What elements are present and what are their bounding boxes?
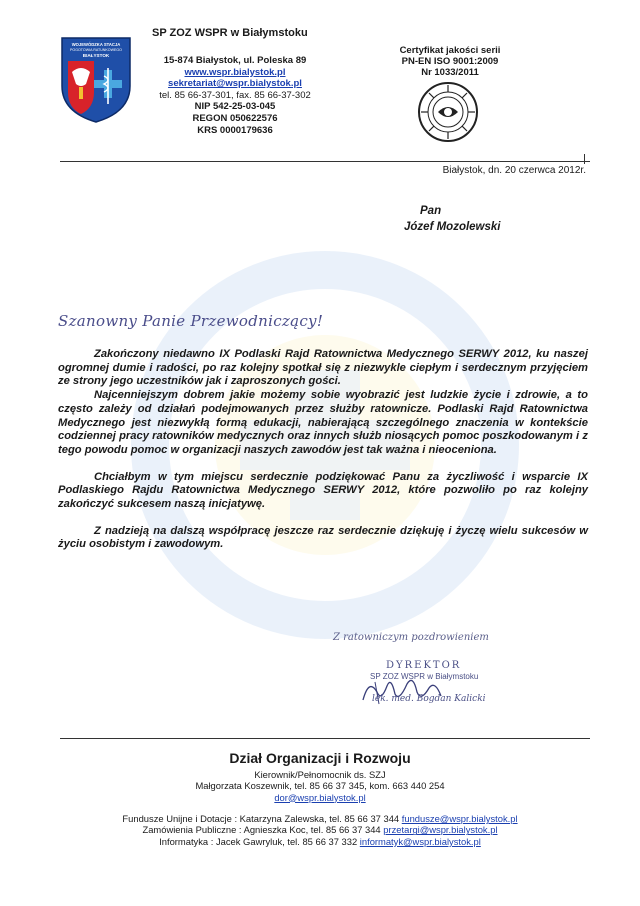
footer-email-link[interactable]: fundusze@wspr.bialystok.pl	[401, 813, 518, 824]
stamp-org: SP ZOZ WSPR w Białymstoku	[370, 672, 479, 681]
org-address: 15-874 Białystok, ul. Poleska 89	[163, 55, 307, 66]
footer-contact-line	[0, 813, 640, 824]
footer-contact-text: Zamówienia Publiczne : Agnieszka Koc, tel. 85 66 37 344	[142, 824, 381, 836]
footer-divider	[60, 738, 590, 739]
footer-contact-text: Fundusze Unijne i Dotacje : Katarzyna Zalewska, tel. 85 66 37 344	[122, 813, 400, 824]
letter-paragraph-2: Najcenniejszym dobrem jakie możemy sobie wyobrazić jest ludzkie życie i zdrowie, a to często zależy od działań podejmowanych przez służby ratownicze. Podlaski Rajd Ratownictwa Medycznego jest niezwykłą formą edukacji, nabierającą szczególnego znaczenia w kontekście codziennej pracy ratowników medycznych oraz innych służb niosących pomoc poszkodowanym i z tego powodu pomoc w organizacji naszych zawodów jest tak ważna i nieoceniona.	[58, 389, 588, 456]
organization-logo	[58, 34, 134, 124]
recipient-title: Pan	[420, 205, 442, 217]
header-divider-tick	[584, 154, 585, 164]
letter-paragraph-3: Chciałbym w tym miejscu serdecznie podziękować Panu za życzliwość i wsparcie IX Podlaskiego Rajdu Ratownictwa Medycznego SERWY 2012, które pozwoliło po raz kolejny zakończyć sukcesem naszą inicjatywę.	[58, 470, 588, 511]
certificate-block	[385, 45, 515, 78]
cert-line-2: PN-EN ISO 9001:2009	[401, 56, 499, 67]
department-contact	[0, 769, 640, 803]
logo-text-1: WOJEWÓDZKA STACJA	[71, 42, 121, 47]
letter-paragraph-1: Zakończony niedawno IX Podlaski Rajd Ratownictwa Medycznego SERWY 2012, ku naszej ogromnej dumie i radości, po raz kolejny spotkał się z niezwykle ciepłym i serdecznym przyjęciem ze strony jego uczestników jak i zaproszonych gości.	[58, 348, 588, 388]
salutation: Szanowny Panie Przewodniczący!	[58, 312, 324, 330]
department-email-link[interactable]: dor@wspr.bialystok.pl	[274, 791, 366, 803]
org-regon: REGON 050622576	[192, 112, 278, 124]
department-title: Dział Organizacji i Rozwoju	[229, 750, 411, 766]
stamp-title: DYREKTOR	[386, 660, 462, 671]
footer-contacts	[0, 813, 640, 847]
certification-seal-icon	[416, 80, 480, 144]
department-contact-person: Małgorzata Koszewnik, tel. 85 66 37 345, kom. 663 440 254	[195, 780, 445, 792]
org-title: SP ZOZ WSPR w Białymstoku	[152, 27, 308, 39]
logo-text-2: POGOTOWIA RATUNKOWEGO	[70, 48, 122, 52]
cert-line-1: Certyfikat jakości serii	[399, 45, 501, 56]
letter-paragraph-4: Z nadzieją na dalszą współpracę jeszcze raz serdecznie dziękuję i życzę wielu sukcesów w życiu osobistym i zawodowym.	[58, 524, 588, 551]
recipient-name: Józef Mozolewski	[404, 221, 501, 233]
footer-email-link[interactable]: przetargi@wspr.bialystok.pl	[383, 824, 498, 836]
footer-contact-line	[0, 824, 640, 835]
footer-contact-line	[0, 836, 640, 847]
logo-text-3: BIAŁYSTOK	[82, 53, 110, 58]
org-contact-block	[140, 55, 330, 136]
closing-phrase: Z ratowniczym pozdrowieniem	[333, 632, 489, 643]
department-role: Kierownik/Pełnomocnik ds. SZJ	[254, 769, 386, 780]
footer-contact-text: Informatyka : Jacek Gawryluk, tel. 85 66 37 332	[159, 835, 358, 847]
recipient-block	[404, 203, 501, 235]
stamp-name: lek. med. Bogdan Kalicki	[372, 694, 486, 704]
footer-email-link[interactable]: informatyk@wspr.bialystok.pl	[359, 835, 481, 847]
org-krs: KRS 0000179636	[197, 124, 273, 136]
header-divider	[60, 161, 590, 162]
letter-date: Białystok, dn. 20 czerwca 2012r.	[442, 165, 586, 176]
org-website-link[interactable]: www.wspr.bialystok.pl	[184, 66, 286, 78]
letter-body	[58, 348, 588, 565]
org-nip: NIP 542-25-03-045	[194, 101, 276, 113]
org-phone: tel. 85 66-37-301, fax. 85 66-37-302	[159, 89, 311, 101]
cert-line-3: Nr 1033/2011	[421, 67, 479, 78]
org-email-link[interactable]: sekretariat@wspr.bialystok.pl	[168, 78, 302, 90]
